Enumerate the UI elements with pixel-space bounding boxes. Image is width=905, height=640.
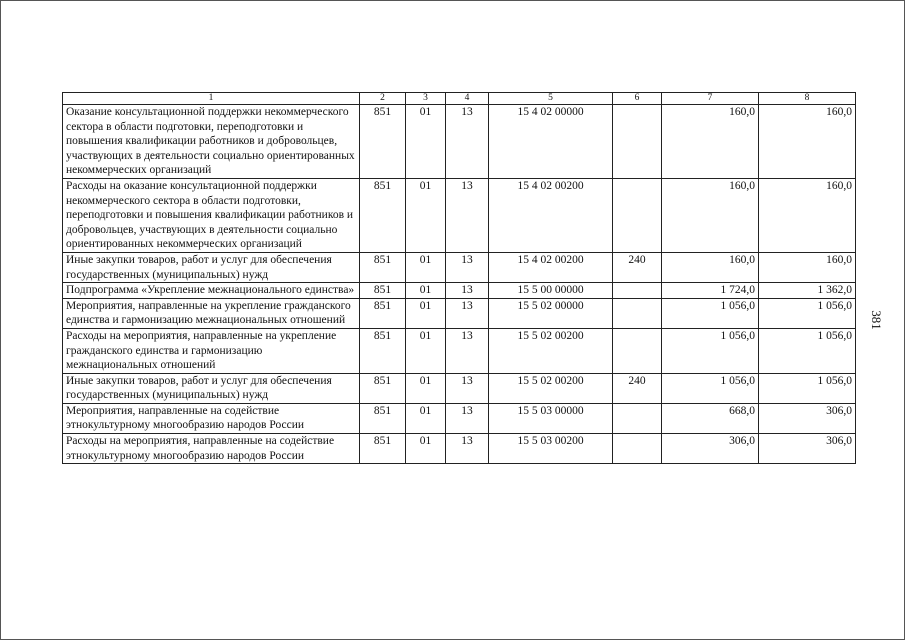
row-name-cell: Мероприятия, направленные на укрепление гражданского единства и гармонизацию межнациональных отношений [63, 298, 360, 328]
row-name-cell: Иные закупки товаров, работ и услуг для обеспечения государственных (муниципальных) нужд [63, 373, 360, 403]
amount-col8-cell: 306,0 [759, 403, 856, 433]
subsection-cell: 13 [446, 328, 489, 373]
expense-type-cell [613, 328, 662, 373]
target-article-cell: 15 5 02 00000 [489, 298, 613, 328]
row-name-cell: Мероприятия, направленные на содействие этнокультурному многообразию народов России [63, 403, 360, 433]
row-name-cell: Расходы на мероприятия, направленные на укрепление гражданского единства и гармонизацию межнациональных отношений [63, 328, 360, 373]
expense-type-cell [613, 178, 662, 252]
amount-col8-cell: 1 056,0 [759, 373, 856, 403]
amount-col7-cell: 668,0 [662, 403, 759, 433]
amount-col8-cell: 306,0 [759, 434, 856, 464]
amount-col8-cell: 1 362,0 [759, 283, 856, 299]
section-cell: 01 [406, 328, 446, 373]
admin-code-cell: 851 [360, 403, 406, 433]
amount-col8-cell: 160,0 [759, 252, 856, 282]
amount-col7-cell: 1 724,0 [662, 283, 759, 299]
expense-type-cell: 240 [613, 373, 662, 403]
target-article-cell: 15 4 02 00000 [489, 105, 613, 179]
section-cell: 01 [406, 434, 446, 464]
column-number-3: 3 [406, 93, 446, 105]
row-name-cell: Подпрограмма «Укрепление межнационального единства» [63, 283, 360, 299]
expense-type-cell [613, 403, 662, 433]
table-row [63, 105, 856, 179]
expense-type-cell: 240 [613, 252, 662, 282]
subsection-cell: 13 [446, 403, 489, 433]
target-article-cell: 15 4 02 00200 [489, 178, 613, 252]
expense-type-cell [613, 283, 662, 299]
row-name-cell: Расходы на оказание консультационной поддержки некоммерческого сектора в области подготовки, переподготовки и повышения квалификации работников и добровольцев, участвующих в деятельности социально ориентированных некоммерческих организаций [63, 178, 360, 252]
row-name-cell: Расходы на мероприятия, направленные на содействие этнокультурному многообразию народов России [63, 434, 360, 464]
column-number-8: 8 [759, 93, 856, 105]
target-article-cell: 15 4 02 00200 [489, 252, 613, 282]
section-cell: 01 [406, 298, 446, 328]
amount-col7-cell: 160,0 [662, 252, 759, 282]
subsection-cell: 13 [446, 373, 489, 403]
admin-code-cell: 851 [360, 178, 406, 252]
section-cell: 01 [406, 105, 446, 179]
section-cell: 01 [406, 178, 446, 252]
amount-col7-cell: 1 056,0 [662, 373, 759, 403]
page-number: 381 [869, 310, 884, 330]
subsection-cell: 13 [446, 105, 489, 179]
admin-code-cell: 851 [360, 105, 406, 179]
column-numbers-row [63, 93, 856, 105]
amount-col7-cell: 306,0 [662, 434, 759, 464]
column-number-5: 5 [489, 93, 613, 105]
section-cell: 01 [406, 283, 446, 299]
column-number-4: 4 [446, 93, 489, 105]
target-article-cell: 15 5 03 00000 [489, 403, 613, 433]
target-article-cell: 15 5 02 00200 [489, 328, 613, 373]
table-row [63, 434, 856, 464]
table-row [63, 252, 856, 282]
subsection-cell: 13 [446, 252, 489, 282]
admin-code-cell: 851 [360, 298, 406, 328]
row-name-cell: Оказание консультационной поддержки некоммерческого сектора в области подготовки, переподготовки и повышения квалификации работников и добровольцев, участвующих в деятельности социально ориентированных некоммерческих организаций [63, 105, 360, 179]
target-article-cell: 15 5 03 00200 [489, 434, 613, 464]
table-row [63, 328, 856, 373]
target-article-cell: 15 5 00 00000 [489, 283, 613, 299]
amount-col8-cell: 1 056,0 [759, 328, 856, 373]
column-number-6: 6 [613, 93, 662, 105]
subsection-cell: 13 [446, 283, 489, 299]
target-article-cell: 15 5 02 00200 [489, 373, 613, 403]
admin-code-cell: 851 [360, 283, 406, 299]
amount-col8-cell: 160,0 [759, 178, 856, 252]
table-body [63, 93, 856, 464]
column-number-1: 1 [63, 93, 360, 105]
column-number-2: 2 [360, 93, 406, 105]
table-row [63, 373, 856, 403]
expense-type-cell [613, 434, 662, 464]
admin-code-cell: 851 [360, 434, 406, 464]
amount-col7-cell: 160,0 [662, 178, 759, 252]
table-row [63, 298, 856, 328]
amount-col7-cell: 1 056,0 [662, 328, 759, 373]
budget-table [62, 92, 856, 464]
admin-code-cell: 851 [360, 252, 406, 282]
expense-type-cell [613, 298, 662, 328]
amount-col8-cell: 160,0 [759, 105, 856, 179]
expense-type-cell [613, 105, 662, 179]
admin-code-cell: 851 [360, 328, 406, 373]
section-cell: 01 [406, 373, 446, 403]
table-row [63, 178, 856, 252]
table-row [63, 403, 856, 433]
admin-code-cell: 851 [360, 373, 406, 403]
column-number-7: 7 [662, 93, 759, 105]
section-cell: 01 [406, 403, 446, 433]
amount-col8-cell: 1 056,0 [759, 298, 856, 328]
subsection-cell: 13 [446, 298, 489, 328]
amount-col7-cell: 160,0 [662, 105, 759, 179]
amount-col7-cell: 1 056,0 [662, 298, 759, 328]
subsection-cell: 13 [446, 434, 489, 464]
section-cell: 01 [406, 252, 446, 282]
subsection-cell: 13 [446, 178, 489, 252]
row-name-cell: Иные закупки товаров, работ и услуг для обеспечения государственных (муниципальных) нужд [63, 252, 360, 282]
table-row [63, 283, 856, 299]
